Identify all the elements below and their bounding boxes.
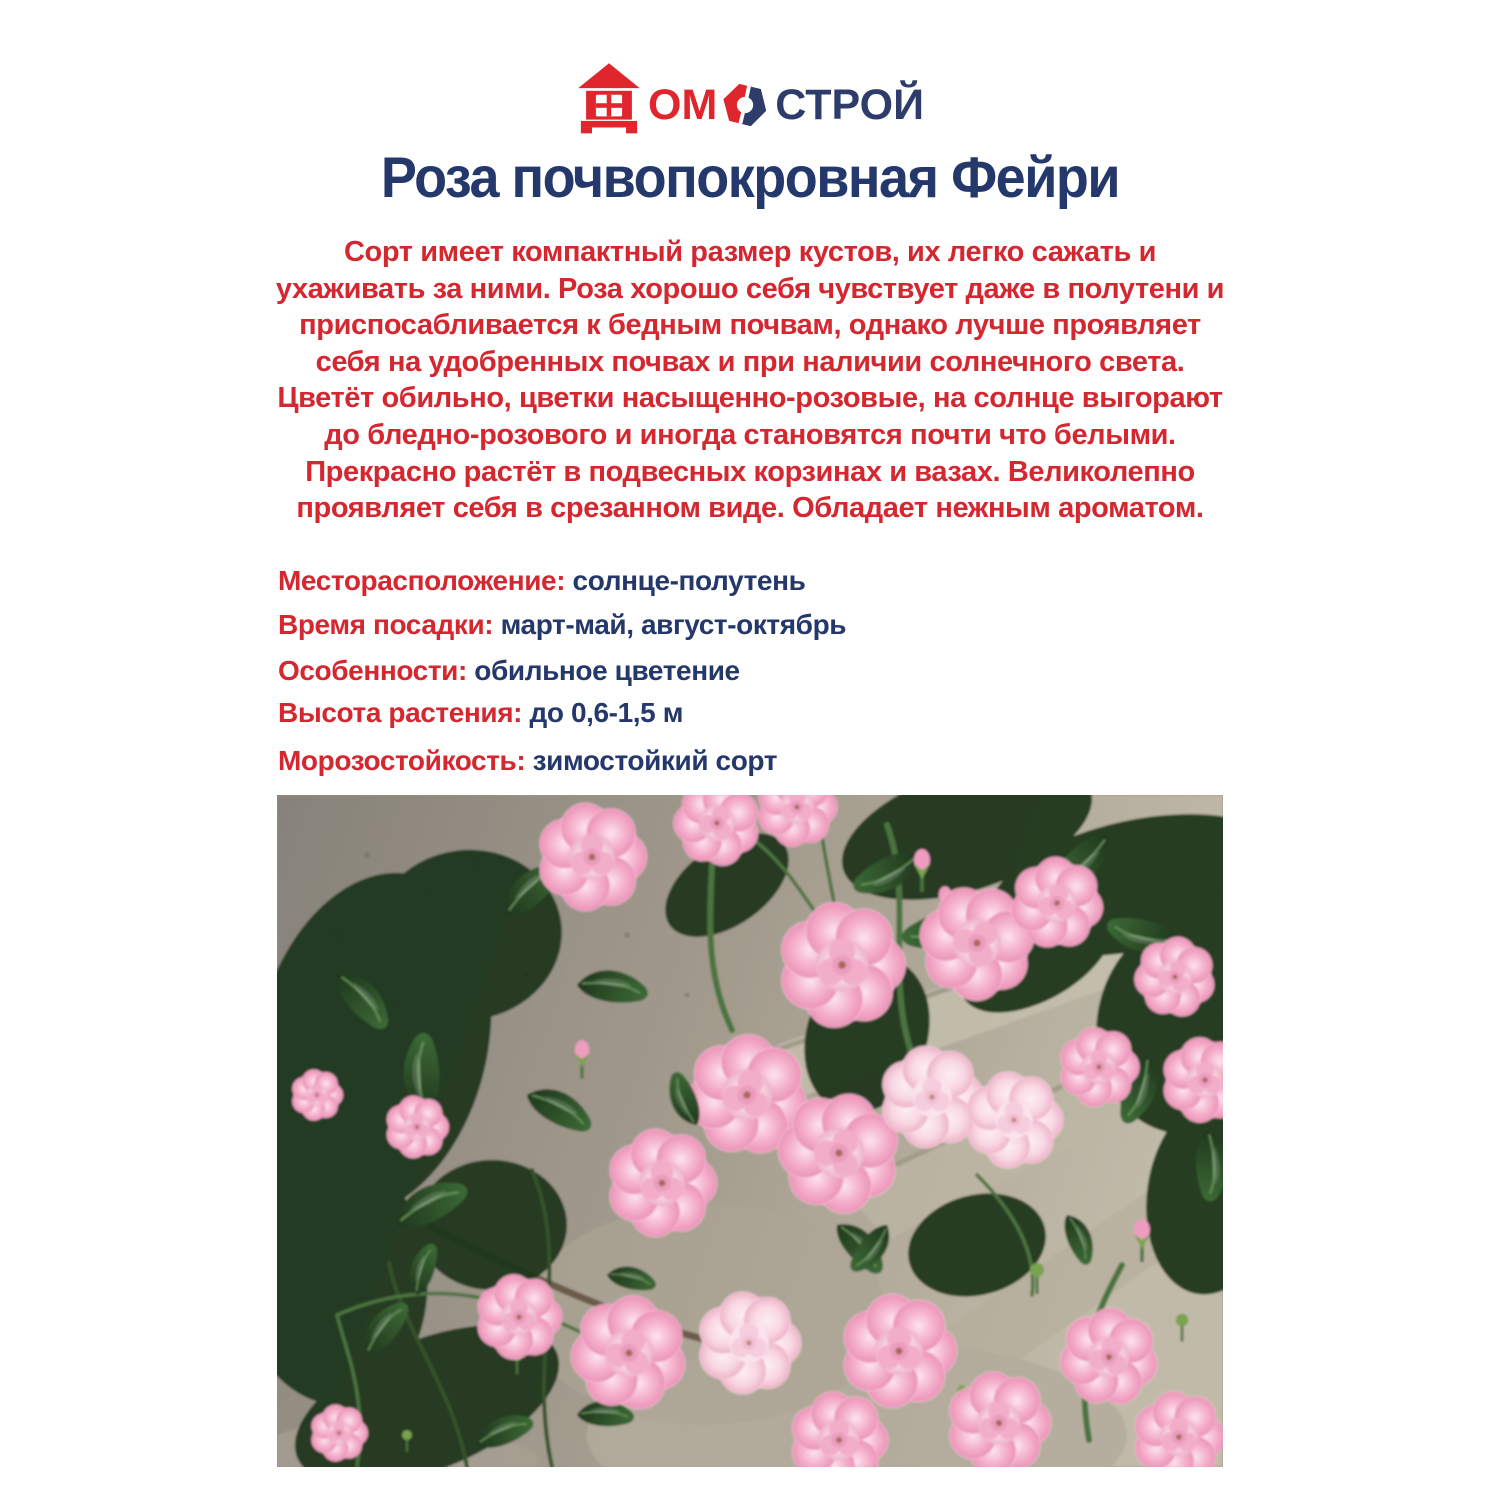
description-line: Сорт имеет компактный размер кустов, их легко сажать и [343,236,1156,268]
attribute-value: до 0,6-1,5 м [529,697,684,728]
product-photo [277,795,1223,1467]
attribute-value: зимостойкий сорт [532,745,778,776]
photo-scene [277,795,1223,1467]
brand-logo [0,50,1500,134]
logo-text-om: ОМ [648,81,718,129]
page-title: Роза почвопокровная Фейри [380,146,1120,210]
attribute-row-frost-resistance [278,745,777,777]
attribute-label: Время посадки: [278,609,494,640]
description-line: себя на удобренных почвах и при наличии солнечного света. [315,345,1185,378]
attribute-value: солнце-полутень [572,565,806,596]
attribute-label: Месторасположение: [278,565,566,596]
description-line: Цветёт обильно, цветки насыщенно-розовые, на солнце выгорают [277,382,1223,415]
house-icon [576,62,642,134]
attribute-value: обильное цветение [474,655,740,686]
attribute-row-planting-time [278,609,846,641]
roses-photo-illustration [277,795,1223,1467]
attribute-row-height [278,697,683,729]
logo-text-stroy: СТРОЙ [775,81,924,129]
attribute-label: Особенности: [278,655,467,686]
description-line: приспосабливается к бедным почвам, однако лучше проявляет [299,309,1201,342]
attributes-list [278,565,1178,780]
attribute-label: Морозостойкость: [278,745,526,776]
nut-icon [721,81,769,129]
description [255,234,1245,527]
attribute-label: Высота растения: [278,697,523,728]
description-line: проявляет себя в срезанном виде. Обладает нежным ароматом. [296,492,1204,525]
attribute-row-features [278,655,740,687]
description-line: ухаживать за ними. Роза хорошо себя чувствует даже в полутени и [275,272,1225,305]
attribute-value: март-май, август-октябрь [500,609,847,640]
description-line: до бледно-розового и иногда становятся почти что белыми. [324,418,1176,451]
attribute-row-location [278,565,805,597]
description-line: Прекрасно растёт в подвесных корзинах и вазах. Великолепно [305,455,1195,488]
